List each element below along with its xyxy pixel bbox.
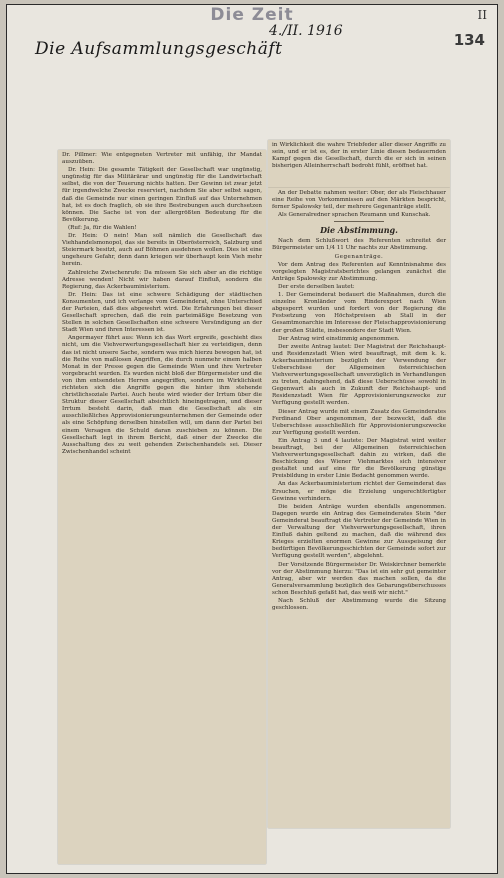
page-number: 134 — [453, 31, 485, 49]
paragraph: Nach Schluß der Abstimmung wurde die Sitzung geschlossen. — [272, 597, 446, 612]
handwritten-title: Die Aufsammlungsgeschäft — [35, 39, 283, 59]
paragraph: Dr. Pillmer: Wie entgegneten Vertreter mit unfähig, ihr Mandat auszuüben. — [62, 152, 262, 166]
handwritten-date: 4./II. 1916 — [269, 23, 343, 39]
paragraph: Dr. Hein: Das ist eine schwere Schädigung der städtischen Konsumenten, und ich verlange vom Gemeinderat, ohne Unterschied der Parteien, daß dies abgewehrt wird. Die Erfahrungen bei dieser Gesellschaft sprechen, daß die rein parteimäßige Besetzung von Stellen in solchen Gesellschaften eine schwere Versündigung an der Stadt Wien und ihren Interessen ist. — [62, 291, 262, 334]
paragraph: Der erste derselben lautet: — [278, 283, 355, 290]
paragraph: Der zweite Antrag lautet: Der Magistrat der Reichshaupt- und Residenzstadt Wien wird beauftragt, mit dem k. k. Ackerbauministerium bezüglich der Verwendung der Ueberschüsse der Allgemeinen österreichischen Viehverwertungsgesellschaft unverzüglich in Verhandlungen zu treten, dahingehend, daß diese Ueberschüsse sowohl in Gegenwart als auch in Zukunft der Reichshaupt- und Residenzstadt Wien für Approvisionierungszwecke zur Verfügung gestellt werden. — [272, 343, 446, 407]
section-heading: Die Abstimmung. — [320, 225, 398, 236]
paragraph: Nach dem Schlußwort des Referenten schreitet der Bürgermeister um 1/4 11 Uhr nachts zur Abstimmung. — [272, 238, 446, 252]
paragraph: (Ruf: Ja, für die Wahlen! — [68, 224, 137, 231]
paragraph: An das Ackerbauministerium richtet der Gemeinderat das Ersuchen, er möge die Erzielung ungerechtfertigter Gewinne verhindern. — [272, 481, 446, 502]
divider — [334, 221, 384, 222]
paragraph: Dr. Hein: Die gesamte Tätigkeit der Gesellschaft war ungünstig, ungünstig für das Militärärar und ungünstig für die Landwirtschaft selbst, die von der Teuerung nichts hatten. Der Gewinn ist zwar jetzt für irgendwelche Zwecke reserviert, nachdem Sie aber selbst sagen, daß die Gemeinde nur einen geringen Einfluß auf das Unternehmen hat, ist es doch fraglich, ob sie ihre Bestrebungen auch durchsetzen können. Die Sache ist von der allergrößten Bedeutung für die Bevölkerung. — [62, 167, 262, 223]
paragraph: Der Vorsitzende Bürgermeister Dr. Weiskirchner bemerkte vor der Abstimmung hierzu: "Das ist ein sehr gut gemeinter Antrag, aber wir werden das machen sollen, da die Generalversammlung bezüglich des Gebarungsüberschusses schon Beschluß gefaßt hat, das weiß wir nicht." — [272, 561, 446, 596]
paragraph: 1. Der Gemeinderat bedauert die Maßnahmen, durch die einzelne Kronländer vom Rinderexport nach Wien abgesperrt wurden und fordert von der Regierung die Festsetzung von Höchstpreisen ab Stall in der Gesamtmonarchie im Interesse der Fleischapprovisionierung der großen Städte, insbesondere der Stadt Wien. — [272, 292, 446, 334]
paragraph: Der Antrag wird einstimmig angenommen. — [278, 335, 400, 342]
clipping-right-top — [268, 140, 450, 188]
section-subheading: Gegenanträge. — [334, 253, 384, 260]
masthead-stamp: Die Zeit — [210, 5, 294, 25]
paragraph: An der Debatte nahmen weiter: Ober, der als Fleischhauer eine Reihe von Vorkommnissen auf den Märkten bespricht, ferner Spalowsky teil, der mehrere Gegenanträge stellt. — [272, 190, 446, 211]
paragraph: Dr. Hein: O nein! Man soll nämlich die Gesellschaft das Viehhandelsmonopol, das sie bereits in Oberösterreich, Salzburg und Steiermark besitzt, auch auf Böhmen ausdehnen wollen. Dies ist eine ungeheure Gefahr, denn dann kriegen wir überhaupt kein Vieh mehr herein. — [62, 233, 262, 268]
paragraph: in Wirklichkeit die wahre Triebfeder aller dieser Angriffe zu sein, und er ist es, der in erster Linie diesen bedauernden Kampf gegen die Gesellschaft, durch die er sich in seinen bisherigen Alleinherrschaft bedroht fühlt, eröffnet hat. — [272, 142, 446, 170]
paragraph: Ein Antrag 3 und 4 lautete: Der Magistrat wird weiter beauftragt, bei der Allgemeinen österreichischen Viehverwertungsgesellschaft dahin zu wirken, daß die Beschickung des Wiener Viehmarktes sich intensiver gestaltet und auf eine für die Bevölkerung günstige Preisbildung in erster Linie Bedacht genommen werde. — [272, 437, 446, 480]
roman-numeral: II — [477, 8, 487, 22]
paragraph: Angermayer führt aus: Wenn ich das Wort ergreife, geschieht dies nicht, um die Viehverwertungsgesellschaft hier zu verteidigen, denn das ist nicht unsere Sache, sondern was mich hierzu bewogen hat, ist die Reihe von maßlosen Angriffen, die durch nunmehr einem halben Monat in der Presse gegen die Gemeinde Wien und ihre Vertreter vorgebracht wurden. Es wurden nicht bloß der Bürgermeister und die von ihm entsendeten Herren angegriffen, sondern im Wirklichkeit richteten sich die Angriffe gegen die hinter ihm stehende christlichsoziale Partei. Auch heute wird wieder der Irrtum über die Struktur dieser Gesellschaft absichtlich hineingetragen, und dieser Irrtum besteht darin, daß man die Gesellschaft als ein ausschließliches Approvisionierungsunternehmen der Gemeinde oder als eine Schöpfung derselben hinstellen will, um dann der Partei bei einem Versagen die Schuld daran zuschieben zu können. Die Gesellschaft legt in ihrem Bericht, daß einer der Zwecke die Ausschaltung des zu weit gehenden Zwischenhandels sei. Dieser Zwischenhandel scheint — [62, 335, 262, 455]
paragraph: Vor dem Antrag des Referenten auf Kenntnisnahme des vorgelegten Magistratsberichtes gelangen zunächst die Anträge Spalowsky zur Abstimmung. — [272, 261, 446, 282]
paragraph: Die beiden Anträge wurden ebenfalls angenommen. Dagegen wurde ein Antrag des Gemeinderates Stein "der Gemeinderat beauftragt die Vertreter der Gemeinde Wien in der Verwaltung der Viehverwertungsgesellschaft, ihren Einfluß dahin geltend zu machen, daß die während des Krieges erzielten enormen Gewinne zur Ausspeisung der bedürftigen Bevölkerungsschichten der Gemeinde sofort zur Verfügung gestellt werden", abgelehnt. — [272, 503, 446, 560]
paragraph: Dieser Antrag wurde mit einem Zusatz des Gemeinderates Ferdinand Ober angenommen, der bezweckt, daß die Ueberschüsse ausschließlich für Approvisionierungszwecke zur Verfügung gestellt werden. — [272, 408, 446, 436]
clipping-right-column — [268, 188, 450, 828]
paragraph: Als Generalredner sprachen Reumann und Kunschak. — [278, 212, 431, 219]
paragraph: Zahlreiche Zwischenrufe: Da müssen Sie sich aber an die richtige Adresse wenden! Nicht wir haben darauf Einfluß, sondern die Regierung, das Ackerbauministerium. — [62, 269, 262, 290]
clipping-left-column — [58, 150, 266, 864]
